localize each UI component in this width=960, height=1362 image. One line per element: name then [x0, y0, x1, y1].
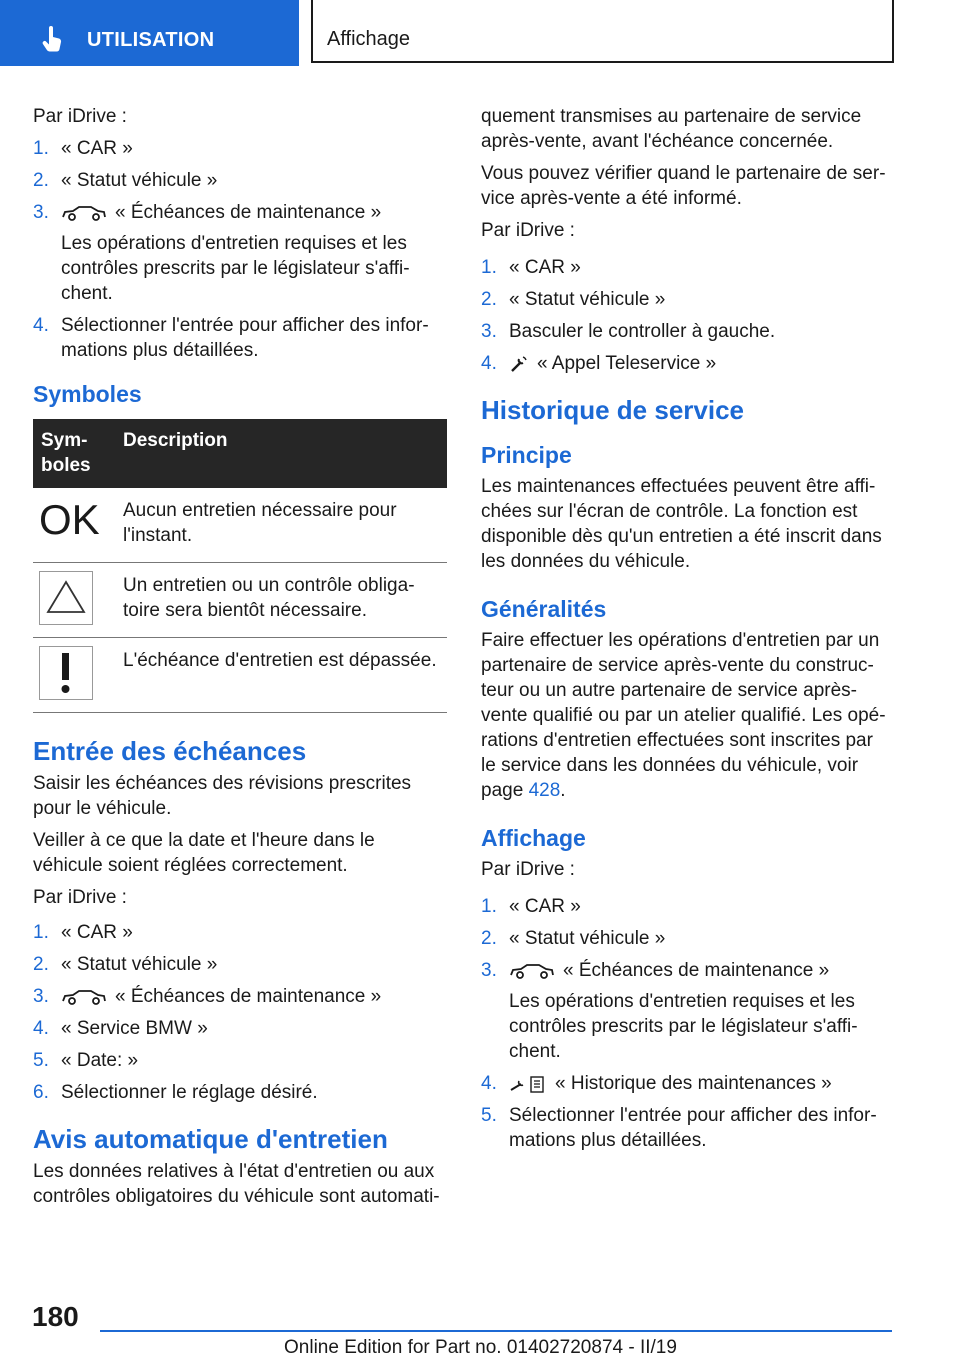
warning-triangle-icon: [39, 571, 93, 625]
list-item: 3. « Échéances de maintenance »: [33, 986, 382, 1007]
page-number: 180: [32, 1301, 79, 1332]
list-item: 3. « Échéances de maintenance » Les opérations d'entretien requises et les contrôles prescrits par le législateur s'affi-chent.: [33, 200, 447, 306]
list-item: 3. « Échéances de maintenance » Les opérations d'entretien requises et les contrôles prescrits par le législateur s'affi-chent.: [481, 958, 891, 1064]
paragraph: quement transmises au partenaire de service après-vente, avant l'échéance concernée.: [481, 106, 862, 152]
table-row: [33, 563, 447, 638]
table-row: [33, 488, 447, 563]
service-history-icon: [509, 1074, 547, 1094]
list-item: 4. « Historique des maintenances »: [481, 1073, 832, 1094]
steps-list-c: [481, 255, 891, 376]
hand-pointer-icon: [40, 26, 64, 54]
list-item: 1. « CAR »: [481, 257, 581, 278]
list-item: 2. « Statut véhicule »: [481, 928, 666, 949]
list-item: 2. « Statut véhicule »: [481, 289, 666, 310]
table-cell-desc: L'échéance d'entretien est dépassée.: [115, 638, 447, 713]
list-item: 4. « Service BMW »: [33, 1018, 208, 1039]
car-service-icon: [509, 962, 555, 980]
list-item: 5. « Date: »: [33, 1050, 139, 1071]
table-cell-desc: Aucun entretien nécessaire pour l'instant.: [115, 488, 447, 563]
table-header-description: Description: [115, 419, 447, 488]
ok-symbol: OK: [39, 496, 100, 543]
symbols-heading: Symboles: [33, 381, 142, 407]
left-column: [33, 104, 447, 1216]
list-item: 4. Sélectionner l'entrée pour afficher des infor-mations plus détaillées.: [33, 315, 429, 361]
avis-heading: Avis automatique d'entretien: [33, 1124, 388, 1154]
section-tab: [0, 0, 299, 66]
table-header-symbols: Sym-boles: [33, 419, 115, 488]
paragraph: Faire effectuer les opérations d'entretien par un partenaire de service après-vente du construc-teur ou un autre partenaire de service après-vente qualifié ou par un atelier qualifié. Les opé-rations d'entretien effectuées sont inscrites par le service dans les données du véhicule, voir page 428.: [481, 630, 886, 801]
list-item: 2. « Statut véhicule »: [33, 954, 218, 975]
steps-list-b: [33, 920, 447, 1105]
page-link[interactable]: 428: [528, 780, 561, 801]
topic-label: Affichage: [327, 28, 411, 50]
car-service-icon: [61, 988, 107, 1006]
list-item: 3. Basculer le controller à gauche.: [481, 321, 776, 342]
steps-list-d: [481, 894, 891, 1153]
topic-box: [311, 0, 894, 63]
principe-heading: Principe: [481, 442, 572, 468]
footer-divider: [100, 1330, 892, 1332]
list-item: 1. « CAR »: [33, 138, 133, 159]
par-idrive-label: Par iDrive :: [33, 106, 127, 127]
paragraph: Les données relatives à l'état d'entretien ou aux contrôles obligatoires du véhicule sont automati-: [33, 1161, 440, 1207]
right-column: [481, 104, 891, 1160]
steps-list-a: [33, 136, 447, 363]
symbols-table: [33, 419, 447, 713]
list-item: 4. « Appel Teleservice »: [481, 353, 717, 374]
step-description: Les opérations d'entretien requises et les contrôles prescrits par le législateur s'affi-chent.: [61, 233, 410, 304]
par-idrive-label: Par iDrive :: [481, 859, 575, 880]
table-row: [33, 638, 447, 713]
car-service-icon: [61, 204, 107, 222]
par-idrive-label: Par iDrive :: [33, 887, 127, 908]
list-item: 1. « CAR »: [481, 896, 581, 917]
paragraph: Veiller à ce que la date et l'heure dans le véhicule soient réglées correctement.: [33, 830, 375, 876]
step-description: Les opérations d'entretien requises et les contrôles prescrits par le législateur s'affi-chent.: [509, 991, 858, 1062]
list-item: 2. « Statut véhicule »: [33, 170, 218, 191]
paragraph: Saisir les échéances des révisions prescrites pour le véhicule.: [33, 773, 412, 819]
edition-text: Online Edition for Part no. 01402720874 - II/19: [284, 1337, 677, 1358]
par-idrive-label: Par iDrive :: [481, 220, 575, 241]
generalites-heading: Généralités: [481, 596, 607, 622]
list-item: 5. Sélectionner l'entrée pour afficher des infor-mations plus détaillées.: [481, 1105, 877, 1151]
section-label: UTILISATION: [87, 29, 215, 51]
wrench-signal-icon: [509, 354, 529, 374]
list-item: 6. Sélectionner le réglage désiré.: [33, 1082, 318, 1103]
entree-heading: Entrée des échéances: [33, 736, 307, 766]
list-item: 1. « CAR »: [33, 922, 133, 943]
exclamation-icon: [39, 646, 93, 700]
affichage-heading: Affichage: [481, 825, 586, 851]
table-cell-desc: Un entretien ou un contrôle obliga-toire sera bientôt nécessaire.: [115, 563, 447, 638]
historique-heading: Historique de service: [481, 395, 744, 425]
paragraph: Vous pouvez vérifier quand le partenaire de ser-vice après-vente a été informé.: [481, 163, 886, 209]
paragraph: Les maintenances effectuées peuvent être affi-chées sur l'écran de contrôle. La fonction est disponible dès qu'un entretien a été inscrit dans les données du véhicule.: [481, 476, 882, 572]
